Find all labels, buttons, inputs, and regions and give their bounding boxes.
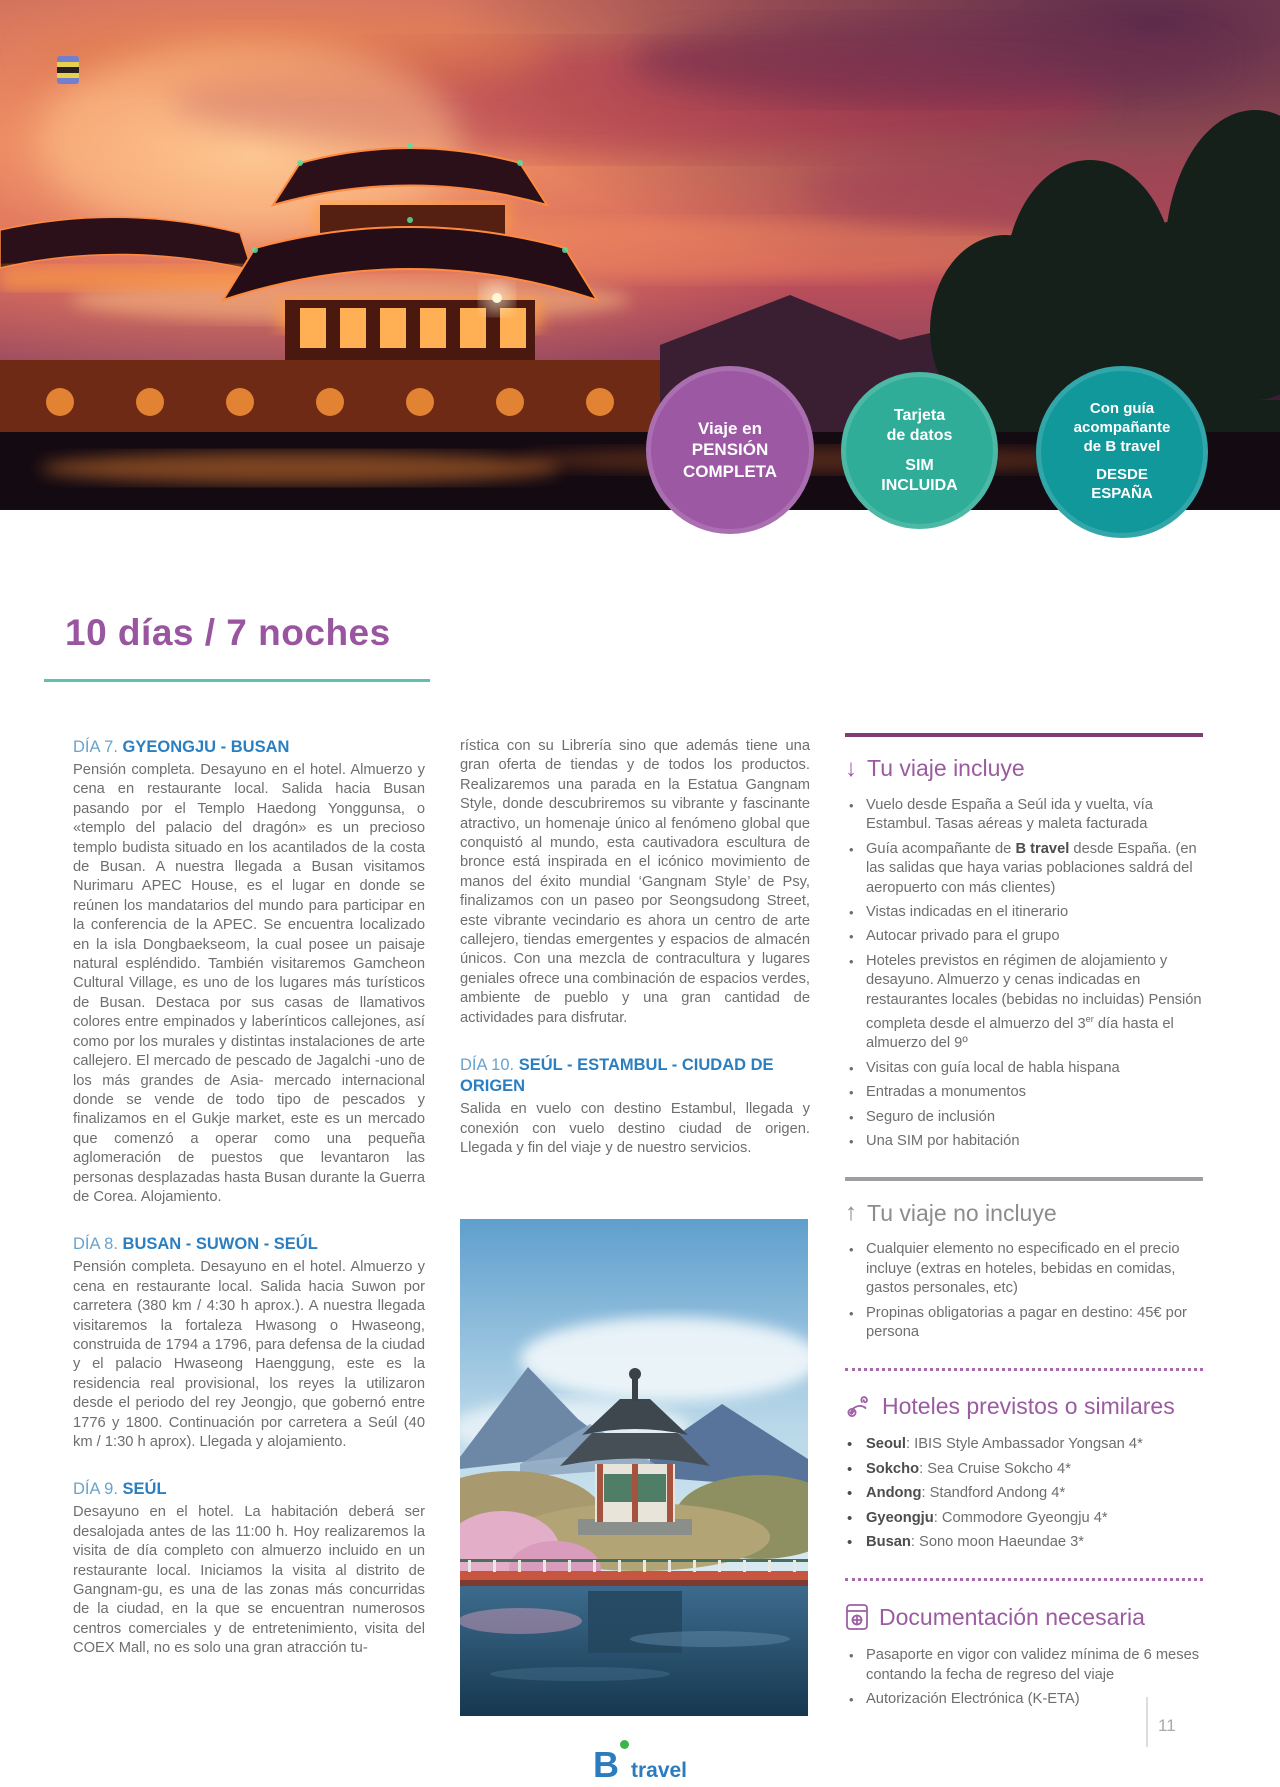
- docs-list: [845, 1646, 1203, 1709]
- page-number-divider: [1146, 1697, 1148, 1747]
- badge-line: de datos: [886, 426, 953, 444]
- passport-icon: [845, 1603, 869, 1631]
- hotel-item: • Sokcho: Sea Cruise Sokcho 4*: [845, 1460, 1203, 1479]
- logo-travel: travel: [630, 1759, 688, 1782]
- day-9-section: [73, 1479, 425, 1658]
- hotel-item: • Busan: Sono moon Haeundae 3*: [845, 1533, 1203, 1552]
- day-9-body: Desayuno en el hotel. La habitación deberá ser desalojada antes de las 11:00 h. Hoy realizaremos la visita de día completo con almuerzo incluido en un restaurante local. Iniciamos la visita al distrito de Gangnam-gu, es una de las zonas más concurridas de la ciudad, en la que se encuentran numerosos centros comerciales y de entretenimiento, visita del COEX Mall, no es solo una gran atracción tu-: [73, 1504, 425, 1657]
- section-rule: [845, 1177, 1203, 1181]
- badge-line: Viaje en: [698, 419, 762, 439]
- page-number: 11: [1158, 1716, 1176, 1735]
- includes-list: [845, 796, 1203, 1151]
- list-item: • Guía acompañante de B travel desde España. (en las salidas que haya varias poblaciones saldrá del aeropuerto con más clientes): [845, 840, 1203, 898]
- list-item: • Una SIM por habitación: [845, 1132, 1203, 1151]
- menu-stripes-icon: [57, 56, 79, 84]
- logo-green-dot: [620, 1740, 629, 1749]
- day-8-heading: [73, 1234, 425, 1255]
- hotel-item: • Seoul: IBIS Style Ambassador Yongsan 4*: [845, 1435, 1203, 1454]
- day-route: SEÚL: [122, 1480, 167, 1499]
- list-item: • Visitas con guía local de habla hispana: [845, 1059, 1203, 1078]
- list-item: • Entradas a monumentos: [845, 1083, 1203, 1102]
- badge-line: PENSIÓN: [691, 440, 769, 460]
- badge-sim-incluida: [841, 372, 998, 529]
- list-item: • Autorización Electrónica (K-ETA): [845, 1690, 1203, 1709]
- sidebar-column: [845, 733, 1203, 1715]
- top-rule: [845, 733, 1203, 737]
- up-arrow-icon: ↑: [845, 1199, 857, 1227]
- list-item: • Hoteles previstos en régimen de alojamiento y desayuno. Almuerzo y cenas indicadas en restaurantes locales (bebidas no incluidas) Pensión completa desde el almuerzo del 3er día hasta el almuerzo del 9º: [845, 952, 1203, 1054]
- list-item: • Autocar privado para el grupo: [845, 927, 1203, 946]
- day-label: DÍA 7.: [73, 738, 118, 756]
- day-10-section: [460, 1055, 810, 1158]
- day-7-section: [73, 737, 425, 1207]
- includes-heading: ↓ Tu viaje incluye: [845, 755, 1025, 782]
- day-7-heading: [73, 737, 425, 758]
- badge-line: Con guía: [1089, 400, 1155, 418]
- day-9-heading: [73, 1479, 425, 1500]
- hotel-item: • Gyeongju: Commodore Gyeongju 4*: [845, 1509, 1203, 1528]
- badge-pension-completa: [646, 366, 814, 534]
- day-route: BUSAN - SUWON - SEÚL: [122, 1235, 318, 1254]
- day-label: DÍA 10.: [460, 1056, 515, 1075]
- badge-line: ESPAÑA: [1091, 485, 1153, 503]
- day-10-heading: [460, 1055, 810, 1097]
- badge-line: DESDE: [1096, 466, 1148, 484]
- badge-line: INCLUIDA: [881, 476, 958, 494]
- not-includes-list: [845, 1240, 1203, 1342]
- hotels-list: [845, 1435, 1203, 1552]
- day-label: DÍA 8.: [73, 1235, 118, 1254]
- day-9-continuation: rística con su Librería sino que además tiene una gran oferta de tiendas y de todos los productos. Realizaremos una parada en la Estatua Gangnam Style, donde descubriremos su vibrante y fascinante atractivo, un homenaje único al fenómeno global que conquistó al mundo, esta cautivadora escultura de bronce está inspirada en el icónico movimiento de manos del éxito mundial ‘Gangnam Style’ de Psy, finalizamos con un paseo por Seongsudong Street, este vibrante vecindario es ahora un centro de arte callejero, tiendas emergentes y espacios de almacén únicos. Con una mezcla de contracultura y lugares geniales ofrece una combinación de espacios verdes, ambiente de pueblo y una gran cantidad de actividades para disfrutar.: [460, 738, 810, 1026]
- day-7-body: Pensión completa. Desayuno en el hotel. Almuerzo y cena en restaurante local. Salida hacia Busan pasando por el Templo Haedong Yonggunsa, o «templo del palacio del dragón» es un precioso templo budista situado en los acantilados de la costa de Busan. A nuestra llegada a Busan visitamos Nurimaru APEC House, es el lugar en donde se reúnen los mandatarios del mundo para participar en la conferencia de la APEC. Se encuentra localizado en la isla Dongbaekseom, la cual posee un paisaje natural espléndido. También visitaremos Gamcheon Cultural Village, es uno de los lugares más turísticos de Busan. Destaca por sus casas de llamativos colores entre empinados y laberínticos callejones, así como por los murales y distintas instalaciones de arte callejero. El mercado de pescado de Jagalchi -uno de los más grandes de Asia- mercado internacional donde se vende de todo tipo de pescados y finalizamos en el Gukje market, este es un mercado que comenzó a operar como una pequeña aglomeración de puestos que levantaron las personas desplazadas hasta Busan durante la Guerra de Corea. Alojamiento.: [73, 762, 425, 1205]
- day-label: DÍA 9.: [73, 1480, 118, 1499]
- dotted-rule: [845, 1368, 1203, 1371]
- list-item: • Vuelo desde España a Seúl ida y vuelta, vía Estambul. Tasas aéreas y maleta facturada: [845, 796, 1203, 835]
- list-item: • Pasaporte en vigor con validez mínima de 6 meses contando la fecha de regreso del viaje: [845, 1646, 1203, 1685]
- btravel-logo: [560, 1740, 720, 1786]
- badge-line: COMPLETA: [682, 461, 778, 481]
- day-10-body: Salida en vuelo con destino Estambul, llegada y conexión con vuelo destino ciudad de origen. Llegada y fin del viaje y de nuestro servicios.: [460, 1101, 810, 1156]
- badge-guia-acompanante: [1036, 366, 1208, 538]
- pavilion-photo: [460, 1219, 808, 1716]
- itinerary-column-2: [460, 737, 810, 1185]
- day-8-section: [73, 1234, 425, 1452]
- logo-b: B: [592, 1744, 619, 1785]
- badge-line: SIM: [905, 456, 934, 474]
- docs-heading: Documentación necesaria: [845, 1603, 1203, 1631]
- badge-line: acompañante: [1073, 418, 1171, 436]
- day-route: GYEONGJU - BUSAN: [122, 738, 290, 756]
- list-item: • Vistas indicadas en el itinerario: [845, 903, 1203, 922]
- list-item: • Seguro de inclusión: [845, 1108, 1203, 1127]
- day-route: SEÚL - ESTAMBUL - CIUDAD DE ORIGEN: [460, 1056, 774, 1096]
- hotels-heading: Hoteles previstos o similares: [845, 1393, 1203, 1420]
- list-item: • Cualquier elemento no especificado en el precio incluye (extras en hoteles, bebidas en comidas, gastos personales, etc): [845, 1240, 1203, 1298]
- day-8-body: Pensión completa. Desayuno en el hotel. Almuerzo y cena en restaurante local. Salida hacia Suwon por carretera (380 km / 4:30 h aprox.). A nuestra llegada visitaremos la fortaleza Hwasong o Hwaseong, construida de 1794 a 1796, para defensa de la ciudad y el palacio Hwaseong Haenggung, este es la residencia real provisional, los reyes la utilizaron desde el periodo del rey Jeongjo, que gobernó entre 1776 y 1800. Continuación por carretera a Seúl (40 km / 1:30 h aprox). Llegada y alojamiento.: [73, 1259, 425, 1450]
- dotted-rule: [845, 1578, 1203, 1581]
- title-underline: [44, 679, 430, 682]
- down-arrow-icon: ↓: [845, 755, 857, 782]
- hotel-bell-icon: [845, 1393, 872, 1420]
- hotel-item: • Andong: Standford Andong 4*: [845, 1484, 1203, 1503]
- page-title: 10 días / 7 noches: [65, 612, 391, 653]
- itinerary-column-1: [73, 737, 425, 1686]
- not-includes-heading: ↑ Tu viaje no incluye: [845, 1199, 1057, 1227]
- badge-line: Tarjeta: [893, 406, 946, 424]
- pavilion-illustration: [460, 1219, 808, 1716]
- list-item: • Propinas obligatorias a pagar en destino: 45€ por persona: [845, 1304, 1203, 1343]
- badge-line: de B travel: [1083, 437, 1161, 455]
